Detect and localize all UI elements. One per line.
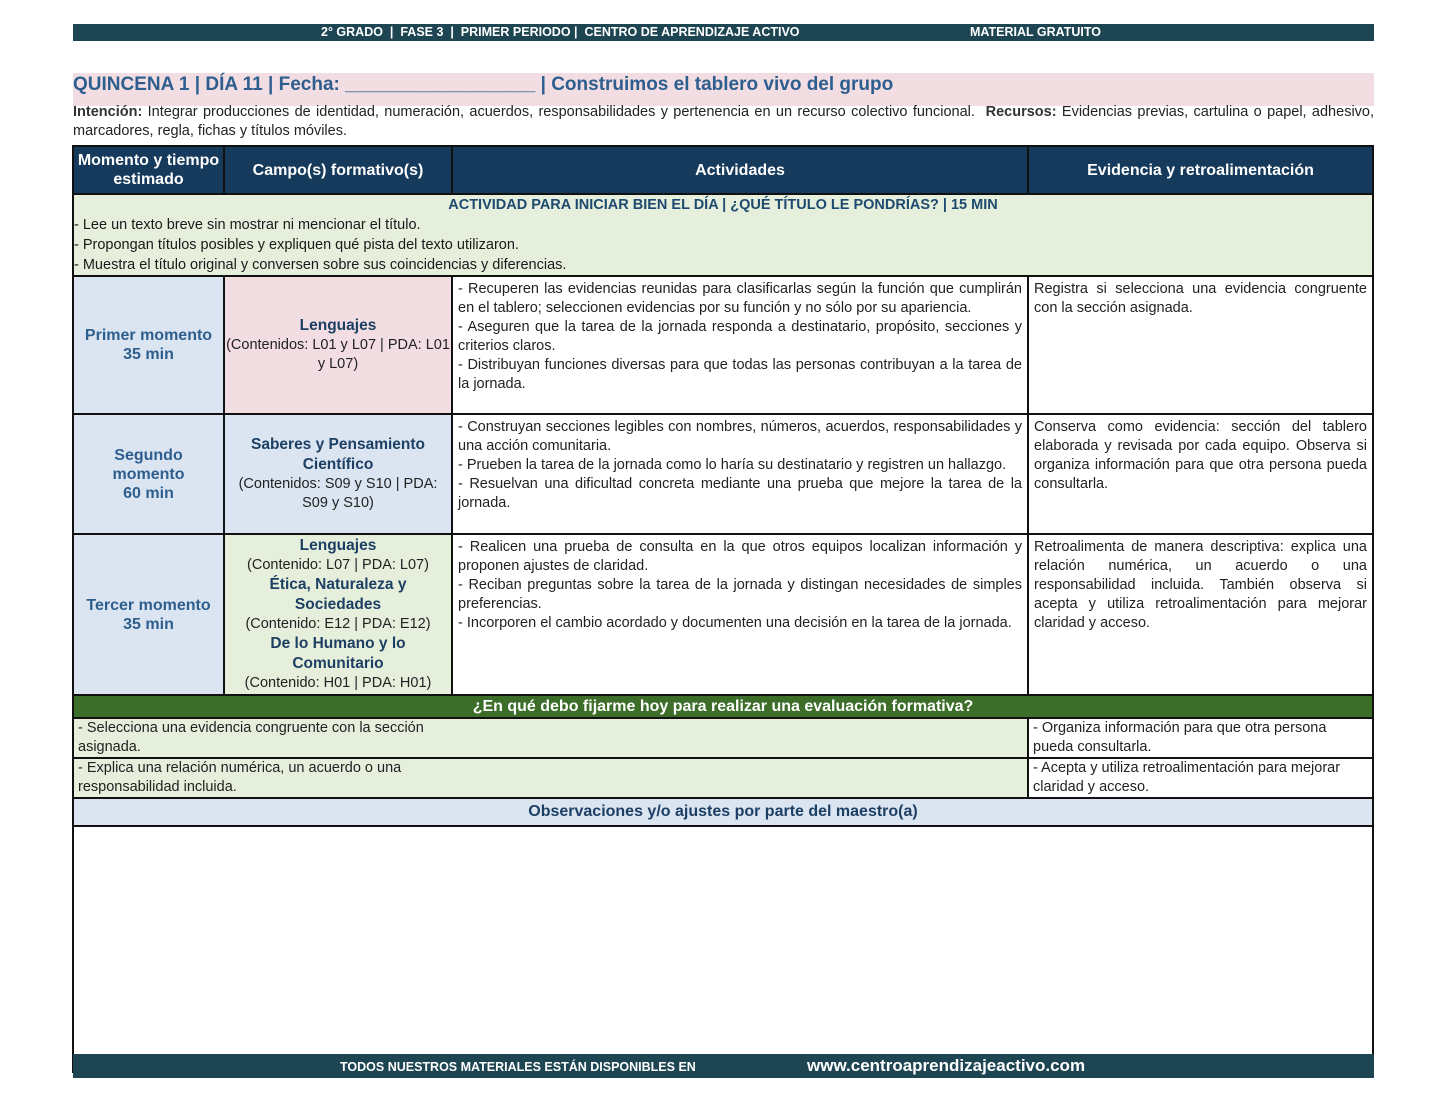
start-activity-title: ACTIVIDAD PARA INICIAR BIEN EL DÍA | ¿QUÉ TÍTULO LE PONDRÍAS? | 15 MIN	[448, 197, 998, 213]
start-activity-cell	[73, 194, 1373, 276]
campo-detail: (Contenidos: L01 y L07 | PDA: L01 y L07)	[226, 337, 450, 372]
moment-name: Segundo momento	[112, 446, 185, 483]
observations-body-row	[73, 826, 1373, 1072]
header-momento: Momento y tiempo estimado	[73, 146, 224, 194]
criteria-item: - Organiza información para que otra persona pueda consultarla.	[1028, 718, 1373, 758]
header-campo: Campo(s) formativo(s)	[224, 146, 452, 194]
moment-name: Primer momento	[84, 327, 213, 344]
campo-cell	[224, 276, 452, 414]
moment-row-3	[73, 534, 1373, 695]
criteria-filler	[452, 718, 1028, 758]
intencion-label: Intención:	[73, 104, 143, 120]
moment-cell	[73, 534, 224, 695]
moment-time: 60 min	[123, 484, 174, 502]
recursos-text: Evidencias previas, cartulina o papel, adhesivo, marcadores, regla, fichas y títulos móviles.	[73, 104, 1375, 139]
campo-detail: (Contenido: E12 | PDA: E12)	[245, 616, 431, 632]
activity-item: - Aseguren que la tarea de la jornada responda a destinatario, propósito, secciones y criterios claros.	[458, 319, 1022, 354]
formative-eval-title: ¿En qué debo fijarme hoy para realizar una evaluación formativa?	[73, 695, 1373, 718]
evidencia-cell: Retroalimenta de manera descriptiva: explica una relación numérica, un acuerdo o una responsabilidad incluida. También observa si acepta y utiliza retroalimentación para mejorar claridad y acceso.	[1028, 534, 1373, 695]
campo-cell	[224, 414, 452, 534]
campo-title: Lenguajes	[299, 317, 377, 334]
header-actividades: Actividades	[452, 146, 1028, 194]
moment-cell	[73, 276, 224, 414]
moment-time: 35 min	[123, 615, 174, 633]
activity-item: - Construyan secciones legibles con nombres, números, acuerdos, responsabilidades y una acción comunitaria.	[458, 419, 1022, 454]
criteria-item: - Selecciona una evidencia congruente con la sección asignada.	[73, 718, 452, 758]
campo-detail: (Contenido: H01 | PDA: H01)	[244, 675, 432, 691]
title-band	[73, 73, 1374, 106]
header-evidencia: Evidencia y retroalimentación	[1028, 146, 1373, 194]
moment-time: 35 min	[123, 346, 174, 363]
actividades-cell	[452, 414, 1028, 534]
footer-banner	[73, 1054, 1374, 1078]
free-material-label: MATERIAL GRATUITO	[970, 25, 1102, 39]
campo-title: Ética, Naturaleza y Sociedades	[269, 576, 407, 613]
activity-item: - Recuperen las evidencias reunidas para clasificarlas según la función que cumplirán en el tablero; seleccionen evidencias por su función y no sólo por su apariencia.	[458, 281, 1022, 316]
campo-cell	[224, 534, 452, 695]
campo-title: De lo Humano y lo Comunitario	[270, 635, 406, 672]
moment-row-1	[73, 276, 1373, 414]
activity-item: - Resuelvan una dificultad concreta mediante una prueba que mejore la tarea de la jornada.	[458, 476, 1022, 511]
start-activity-line: - Propongan títulos posibles y expliquen qué pista del texto utilizaron.	[74, 237, 519, 253]
campo-detail: (Contenido: L07 | PDA: L07)	[247, 557, 429, 573]
activity-item: - Realicen una prueba de consulta en la que otros equipos localizan información y proponen ajustes de claridad.	[458, 539, 1022, 574]
intencion-text: Integrar producciones de identidad, numeración, acuerdos, responsabilidades y pertenencia en un recurso colectivo funcional.	[147, 104, 975, 120]
moment-name: Tercer momento	[86, 596, 211, 614]
formative-criteria-row	[73, 718, 1373, 758]
activity-item: - Reciban preguntas sobre la tarea de la jornada y distingan necesidades de simples preferencias.	[458, 577, 1022, 612]
lesson-plan-table	[72, 145, 1374, 1073]
start-activity-row	[73, 194, 1373, 276]
start-activity-line: - Lee un texto breve sin mostrar ni mencionar el título.	[74, 217, 421, 233]
start-activity-line: - Muestra el título original y conversen sobre sus coincidencias y diferencias.	[74, 257, 567, 273]
campo-title: Lenguajes	[299, 537, 377, 554]
grade-phase-label: 2° GRADO | FASE 3 | PRIMER PERIODO | CENTRO DE APRENDIZAJE ACTIVO	[321, 25, 800, 39]
page-title: QUINCENA 1 | DÍA 11 | Fecha: __________________ | Construimos el tablero vivo del grupo	[73, 74, 894, 95]
moment-row-2	[73, 414, 1373, 534]
actividades-cell	[452, 534, 1028, 695]
actividades-cell	[452, 276, 1028, 414]
moment-cell	[73, 414, 224, 534]
criteria-filler	[452, 758, 1028, 798]
table-header-row	[73, 146, 1373, 194]
evidencia-cell: Registra si selecciona una evidencia congruente con la sección asignada.	[1028, 276, 1373, 414]
campo-detail: (Contenidos: S09 y S10 | PDA: S09 y S10)	[238, 476, 438, 511]
activity-item: - Incorporen el cambio acordado y documenten una decisión en la tarea de la jornada.	[458, 615, 1012, 631]
formative-eval-header-row	[73, 695, 1373, 718]
criteria-item: - Explica una relación numérica, un acuerdo o una responsabilidad incluida.	[73, 758, 452, 798]
footer-text: TODOS NUESTROS MATERIALES ESTÁN DISPONIBLES EN	[340, 1060, 696, 1074]
intro-paragraph	[73, 103, 1374, 141]
observations-area[interactable]	[73, 826, 1373, 1072]
activity-item: - Distribuyan funciones diversas para que todas las personas contribuyan a la tarea de la jornada.	[458, 357, 1022, 392]
formative-criteria-row	[73, 758, 1373, 798]
footer-url-link[interactable]: www.centroaprendizajeactivo.com	[807, 1056, 1086, 1075]
observations-header-row	[73, 798, 1373, 826]
evidencia-cell: Conserva como evidencia: sección del tablero elaborada y revisada por cada equipo. Observa si organiza información para que otra persona pueda consultarla.	[1028, 414, 1373, 534]
campo-title: Saberes y Pensamiento Científico	[250, 436, 426, 473]
criteria-item: - Acepta y utiliza retroalimentación para mejorar claridad y acceso.	[1028, 758, 1373, 798]
top-banner	[73, 24, 1374, 41]
activity-item: - Prueben la tarea de la jornada como lo haría su destinatario y registren un hallazgo.	[458, 457, 1007, 473]
observations-title: Observaciones y/o ajustes por parte del maestro(a)	[73, 798, 1373, 826]
recursos-label: Recursos:	[985, 104, 1057, 120]
